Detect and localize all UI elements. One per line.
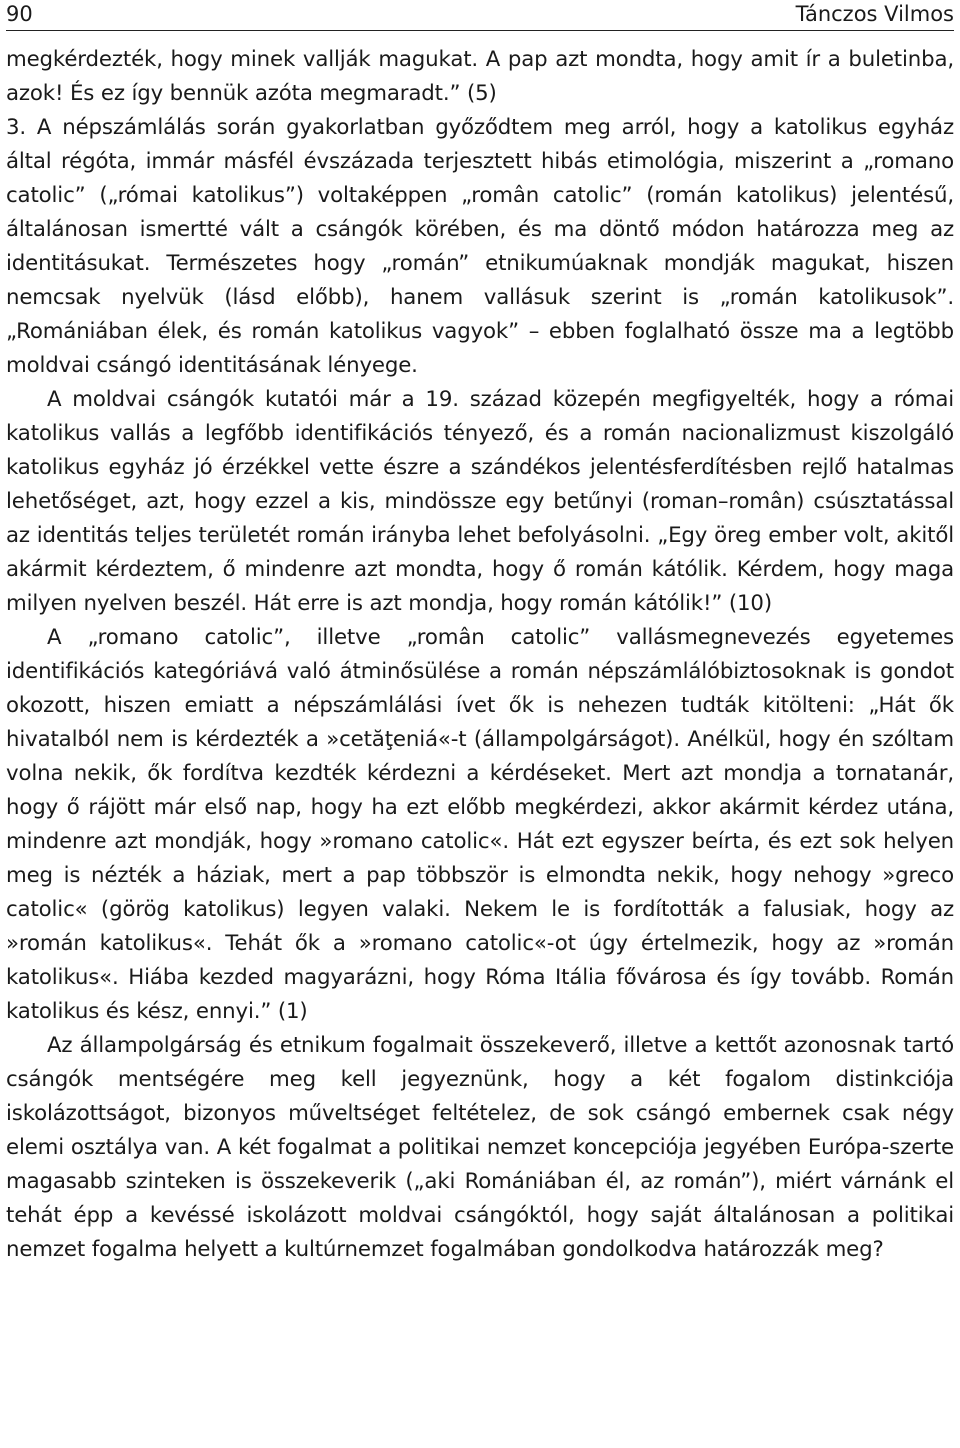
body-text — [6, 43, 954, 1267]
running-author: Tánczos Vilmos — [795, 2, 954, 26]
running-header — [6, 0, 954, 31]
paragraph: megkérdezték, hogy minek vallják magukat. A pap azt mondta, hogy amit ír a buletinba, azok! És ez így bennük azóta megmaradt.” (5) — [6, 47, 954, 106]
paragraph: 3. A népszámlálás során gyakorlatban győződtem meg arról, hogy a katolikus egyház által régóta, immár másfél évszázada terjesztett hibás etimológia, miszerint a „romano catolic” („római katolikus”) voltaképpen „român catolic” (román katolikus) jelentésű, általánosan ismertté vált a csángók körében, és ma döntő módon határozza meg az identitásukat. Természetes hogy „román” etnikumúaknak mondják magukat, hiszen nemcsak nyelvük (lásd előbb), hanem vallásuk szerint is „román katolikusok”. „Romániában élek, és román katolikus vagyok” – ebben foglalható össze ma a legtöbb moldvai csángó identitásának lényege. — [6, 115, 954, 378]
page-number: 90 — [6, 2, 33, 26]
paragraph: A moldvai csángók kutatói már a 19. század közepén megfigyelték, hogy a római katolikus vallás a legfőbb identifikációs tényező, és a román nacionalizmust kiszolgáló katolikus egyház jó érzékkel vette észre a szándékos jelentésferdítésben rejlő hatalmas lehetőséget, azt, hogy ezzel a kis, mindössze egy betűnyi (roman–român) csúsztatással az identitás teljes területét román irányba lehet befolyásolni. „Egy öreg ember volt, akitől akármit kérdeztem, ő mindenre azt mondta, hogy ő román kátólik. Kérdem, hogy maga milyen nyelven beszél. Hát erre is azt mondja, hogy román kátólik!” (10) — [6, 387, 954, 616]
paragraph: Az állampolgárság és etnikum fogalmait összekeverő, illetve a kettőt azonosnak tartó csángók mentségére meg kell jegyeznünk, hogy a két fogalom distinkciója iskolázottságot, bizonyos műveltséget feltételez, de sok csángó embernek csak négy elemi osztálya van. A két fogalmat a politikai nemzet koncepciója jegyében Európa-szerte magasabb szinteken is összekeverik („aki Romániában él, az román”), miért várnánk el tehát épp a kevéssé iskolázott moldvai csángóktól, hogy saját általánosan a politikai nemzet fogalma helyett a kultúrnemzet fogalmában gondolkodva határozzák meg? — [6, 1033, 954, 1262]
paragraph: A „romano catolic”, illetve „român catolic” vallásmegnevezés egyetemes identifikációs kategóriává való átminősülése a román népszámlálóbiztosoknak is gondot okozott, hiszen emiatt a népszámlálási ívet ők is nehezen tudták kitölteni: „Hát ők hivatalból nem is kérdezték a »cetăţeniá«-t (állampolgárságot). Anélkül, hogy én szóltam volna nekik, ők fordítva kezdték kérdezni a kérdéseket. Mert azt mondja a tornatanár, hogy ő rájött már első nap, hogy ha ezt előbb megkérdezi, akkor akármit kérdez utána, mindenre azt mondják, hogy »romano catolic«. Hát ezt egyszer beírta, és ezt sok helyen meg is nézték a háziak, mert a pap többször is elmondta nekik, hogy nehogy »greco catolic« (görög katolikus) legyen valaki. Nekem le is fordították a falusiak, hogy az »román katolikus«. Tehát ők a »romano catolic«-ot úgy értelmezik, hogy az »román katolikus«. Hiába kezded magyarázni, hogy Róma Itália fővárosa és így tovább. Román katolikus és kész, ennyi.” (1) — [6, 625, 954, 1024]
